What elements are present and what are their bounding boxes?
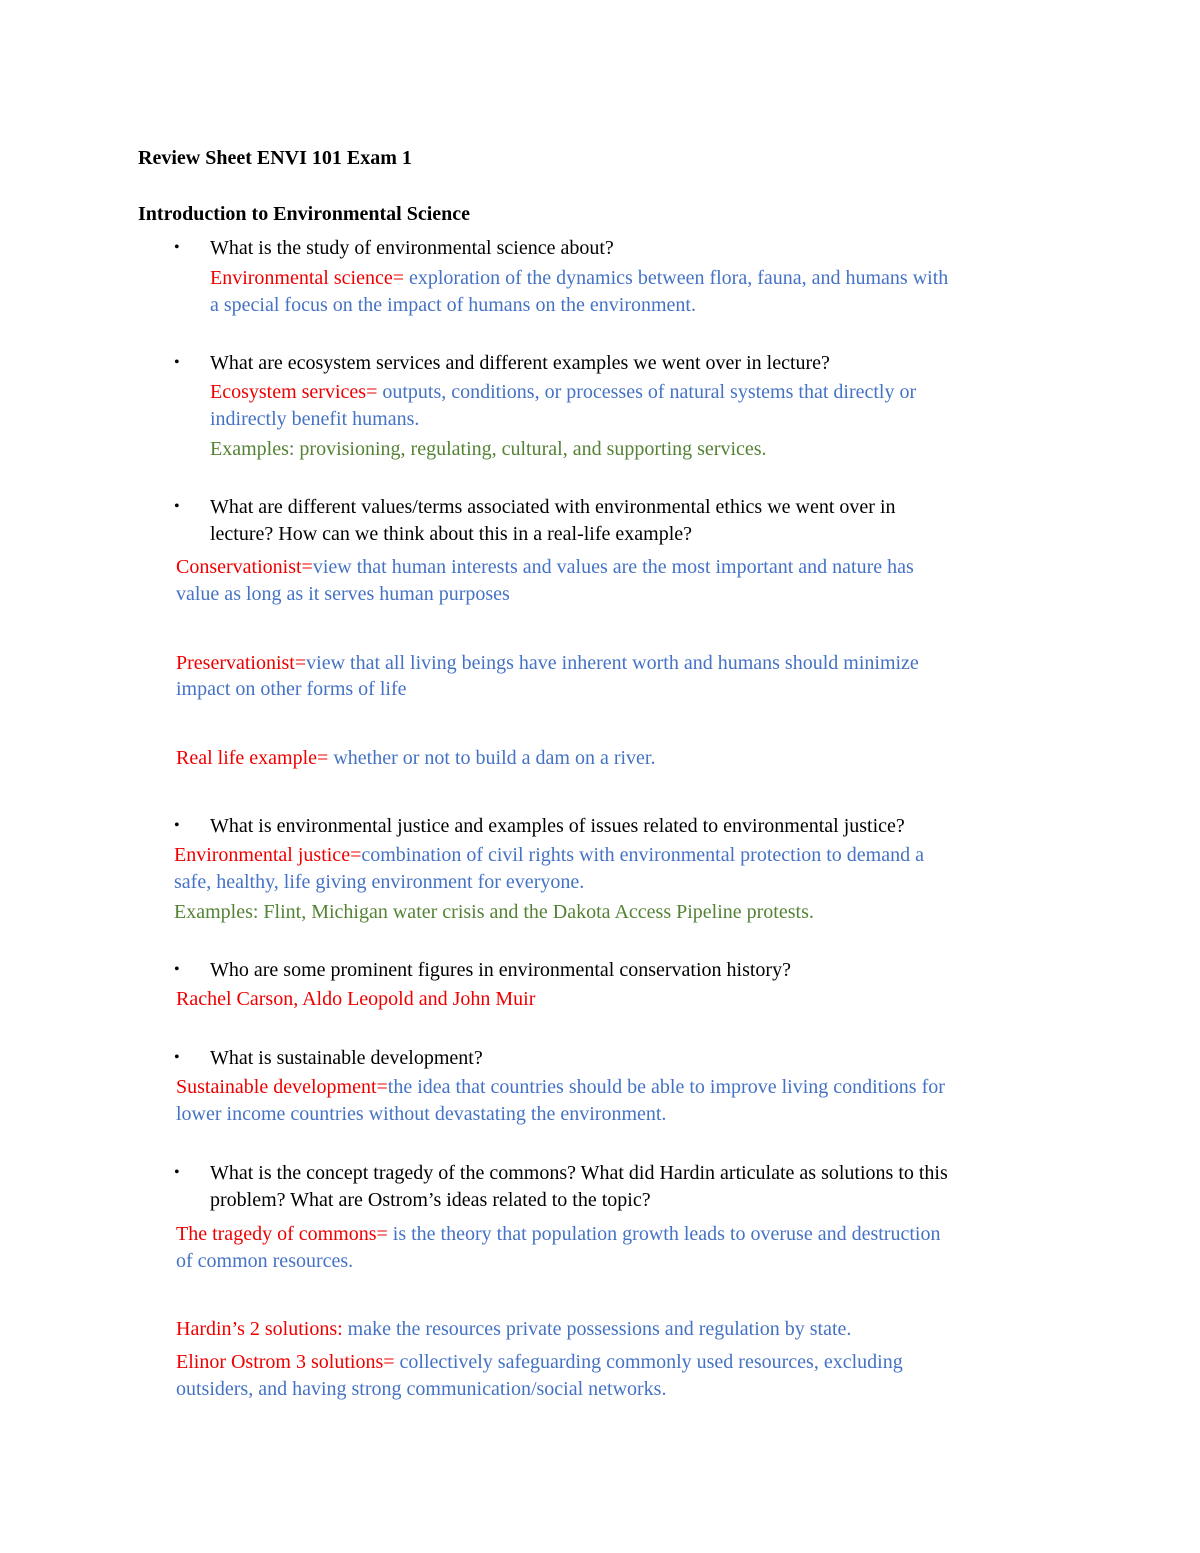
answer-6-line-2: lower income countries without devastating the environment. — [176, 1103, 667, 1125]
term-label: Hardin’s 2 solutions: — [176, 1318, 343, 1340]
bullet-icon: • — [174, 498, 180, 515]
answer-4-line-2: safe, healthy, life giving environment for everyone. — [174, 871, 585, 893]
definition-text: whether or not to build a dam on a river. — [328, 747, 656, 769]
term-label: Sustainable development= — [176, 1076, 388, 1098]
term-label: Real life example= — [176, 747, 329, 769]
answer-4-examples: Examples: Flint, Michigan water crisis and the Dakota Access Pipeline protests. — [174, 901, 814, 923]
term-label: Elinor Ostrom 3 solutions= — [176, 1351, 395, 1373]
answer-7a-line-2: of common resources. — [176, 1250, 354, 1272]
section-heading: Introduction to Environmental Science — [138, 203, 471, 225]
document-title: Review Sheet ENVI 101 Exam 1 — [138, 147, 412, 169]
bullet-icon: • — [174, 1164, 180, 1181]
definition-text: view that human interests and values are the most important and nature has — [312, 556, 914, 578]
question-3-line-2: lecture? How can we think about this in a real-life example? — [210, 523, 693, 545]
bullet-icon: • — [174, 817, 180, 834]
answer-7c-line-2: outsiders, and having strong communication/social networks. — [176, 1378, 667, 1400]
term-label: Conservationist= — [176, 556, 313, 578]
definition-text: outputs, conditions, or processes of natural systems that directly or — [377, 381, 917, 403]
term-label: Environmental justice= — [174, 844, 362, 866]
answer-7a-line-1 — [176, 1222, 940, 1246]
question-2: What are ecosystem services and different examples we went over in lecture? — [210, 352, 830, 374]
definition-text: the idea that countries should be able to improve living conditions for — [387, 1076, 945, 1098]
answer-3a-line-1 — [176, 555, 914, 579]
answer-3c — [176, 746, 655, 770]
answer-5: Rachel Carson, Aldo Leopold and John Muir — [176, 988, 536, 1010]
term-label: Environmental science= — [210, 267, 404, 289]
question-7-line-1: What is the concept tragedy of the commons? What did Hardin articulate as solutions to this — [210, 1162, 948, 1184]
answer-3b-line-2: impact on other forms of life — [176, 678, 407, 700]
question-7-line-2: problem? What are Ostrom’s ideas related to the topic? — [210, 1189, 651, 1211]
definition-text: exploration of the dynamics between flora, fauna, and humans with — [403, 267, 949, 289]
bullet-icon: • — [174, 1049, 180, 1066]
answer-1-line-2: a special focus on the impact of humans on the environment. — [210, 294, 696, 316]
answer-7c-line-1 — [176, 1350, 903, 1374]
definition-text: is the theory that population growth leads to overuse and destruction — [387, 1223, 941, 1245]
definition-text: view that all living beings have inherent worth and humans should minimize — [306, 652, 919, 674]
answer-3a-line-2: value as long as it serves human purposes — [176, 583, 510, 605]
term-label: Preservationist= — [176, 652, 307, 674]
answer-3b-line-1 — [176, 651, 919, 675]
answer-2-line-2: indirectly benefit humans. — [210, 408, 420, 430]
term-label: The tragedy of commons= — [176, 1223, 388, 1245]
answer-4-line-1 — [174, 843, 924, 867]
bullet-icon: • — [174, 239, 180, 256]
answer-2-line-1 — [210, 380, 916, 404]
question-4: What is environmental justice and examples of issues related to environmental justice? — [210, 815, 905, 837]
term-label: Ecosystem services= — [210, 381, 378, 403]
answer-7b — [176, 1317, 851, 1341]
definition-text: make the resources private possessions and regulation by state. — [342, 1318, 852, 1340]
question-6: What is sustainable development? — [210, 1047, 483, 1069]
bullet-icon: • — [174, 961, 180, 978]
definition-text: combination of civil rights with environmental protection to demand a — [361, 844, 924, 866]
question-1: What is the study of environmental science about? — [210, 237, 614, 259]
answer-2-examples: Examples: provisioning, regulating, cultural, and supporting services. — [210, 438, 767, 460]
bullet-icon: • — [174, 354, 180, 371]
question-3-line-1: What are different values/terms associated with environmental ethics we went over in — [210, 496, 896, 518]
definition-text: collectively safeguarding commonly used resources, excluding — [394, 1351, 903, 1373]
answer-6-line-1 — [176, 1075, 945, 1099]
question-5: Who are some prominent figures in environmental conservation history? — [210, 959, 791, 981]
answer-1-line-1 — [210, 266, 948, 290]
